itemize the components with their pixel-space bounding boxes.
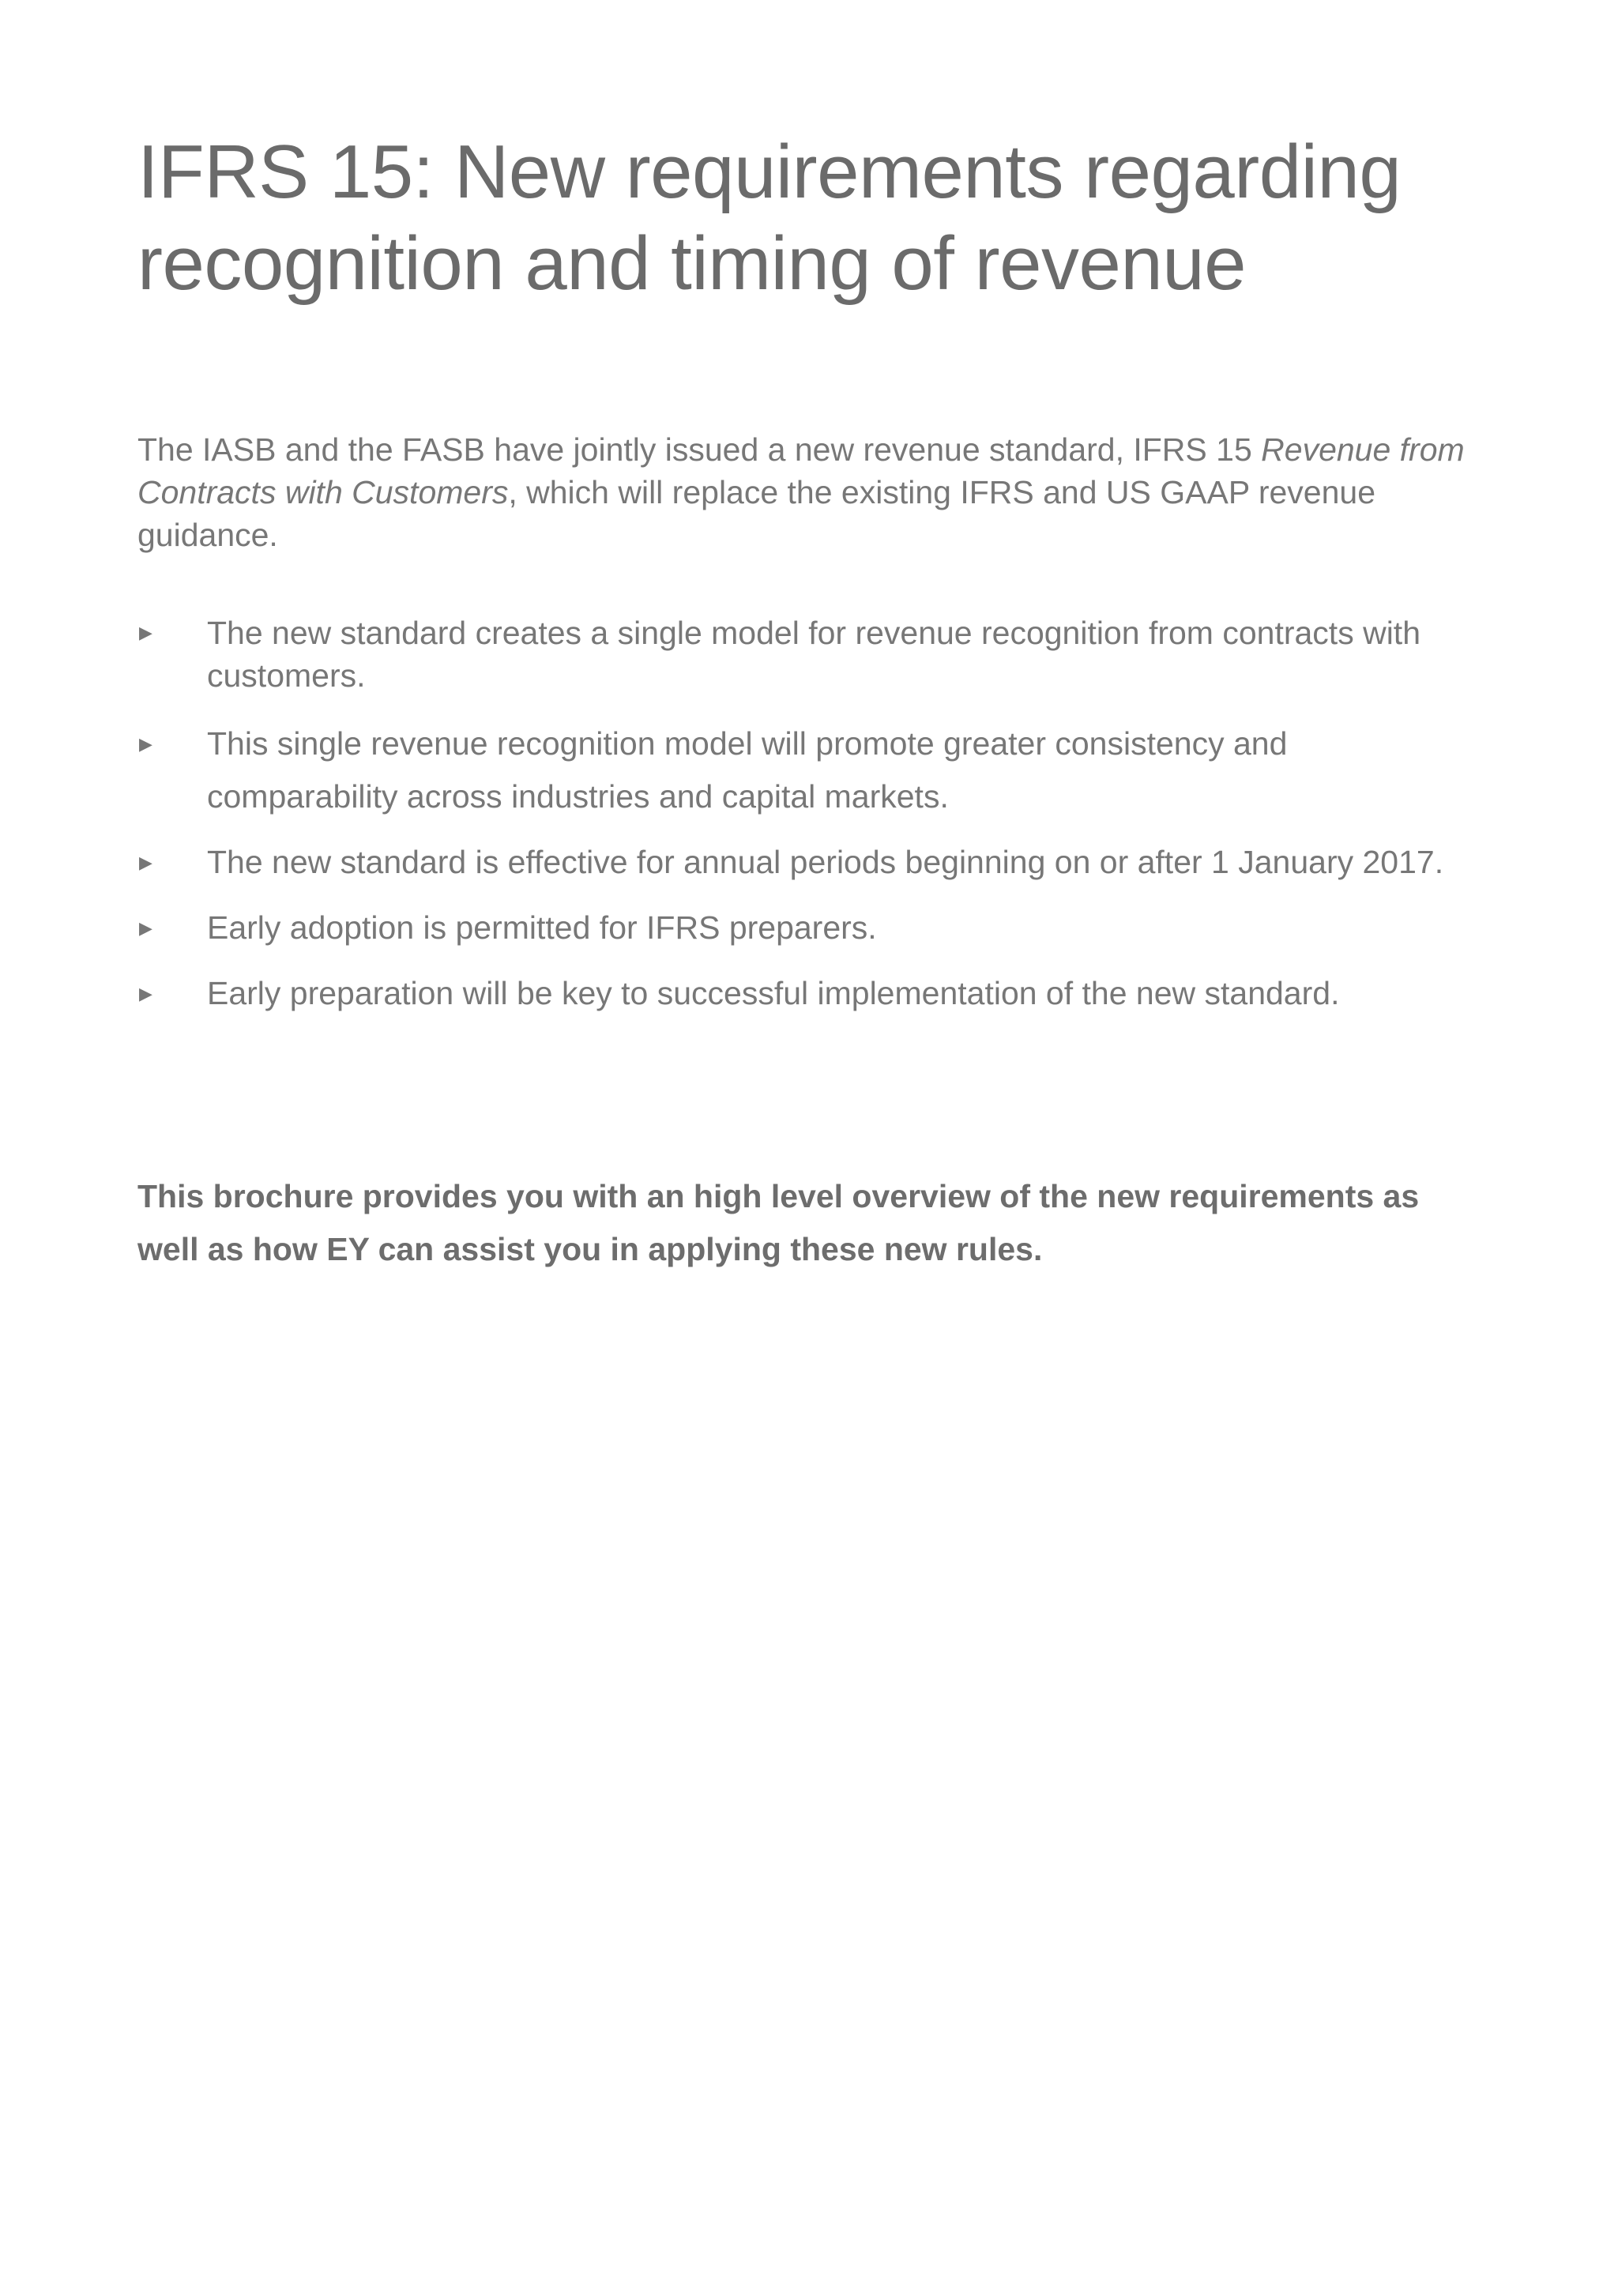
triangle-bullet-icon: ▶ <box>139 623 152 642</box>
list-item <box>137 717 1481 823</box>
page-content <box>137 126 1481 1276</box>
page-title: IFRS 15: New requirements regarding recognition and timing of revenue <box>137 130 1402 306</box>
list-item-text: The new standard is effective for annual periods beginning on or after 1 January 2017. <box>207 844 1444 880</box>
intro-text-start: The IASB and the FASB have jointly issued a new revenue standard, IFRS 15 <box>137 431 1262 468</box>
triangle-bullet-icon: ▶ <box>139 734 152 754</box>
list-item-text: Early preparation will be key to successful implementation of the new standard. <box>207 975 1340 1011</box>
list-item-text: Early adoption is permitted for IFRS preparers. <box>207 909 877 946</box>
list-item-text: The new standard creates a single model for revenue recognition from contracts with customers. <box>207 615 1420 694</box>
intro-paragraph <box>137 428 1481 556</box>
list-item <box>137 612 1481 697</box>
list-item <box>137 967 1481 1020</box>
standard-title-italic: Revenue from Contracts with Customers <box>137 431 1465 510</box>
triangle-bullet-icon: ▶ <box>139 853 152 872</box>
triangle-bullet-icon: ▶ <box>139 984 152 1003</box>
key-points-list <box>137 612 1481 1020</box>
triangle-bullet-icon: ▶ <box>139 918 152 938</box>
list-item-text: This single revenue recognition model will promote greater consistency and comparability across industries and capital markets. <box>207 725 1288 815</box>
intro-text-end: , which will replace the existing IFRS and US GAAP revenue guidance. <box>137 474 1376 553</box>
list-item <box>137 836 1481 889</box>
closing-paragraph: This brochure provides you with an high level overview of the new requirements as well as how EY can assist you in applying these new rules. <box>137 1178 1420 1267</box>
list-item <box>137 901 1481 954</box>
